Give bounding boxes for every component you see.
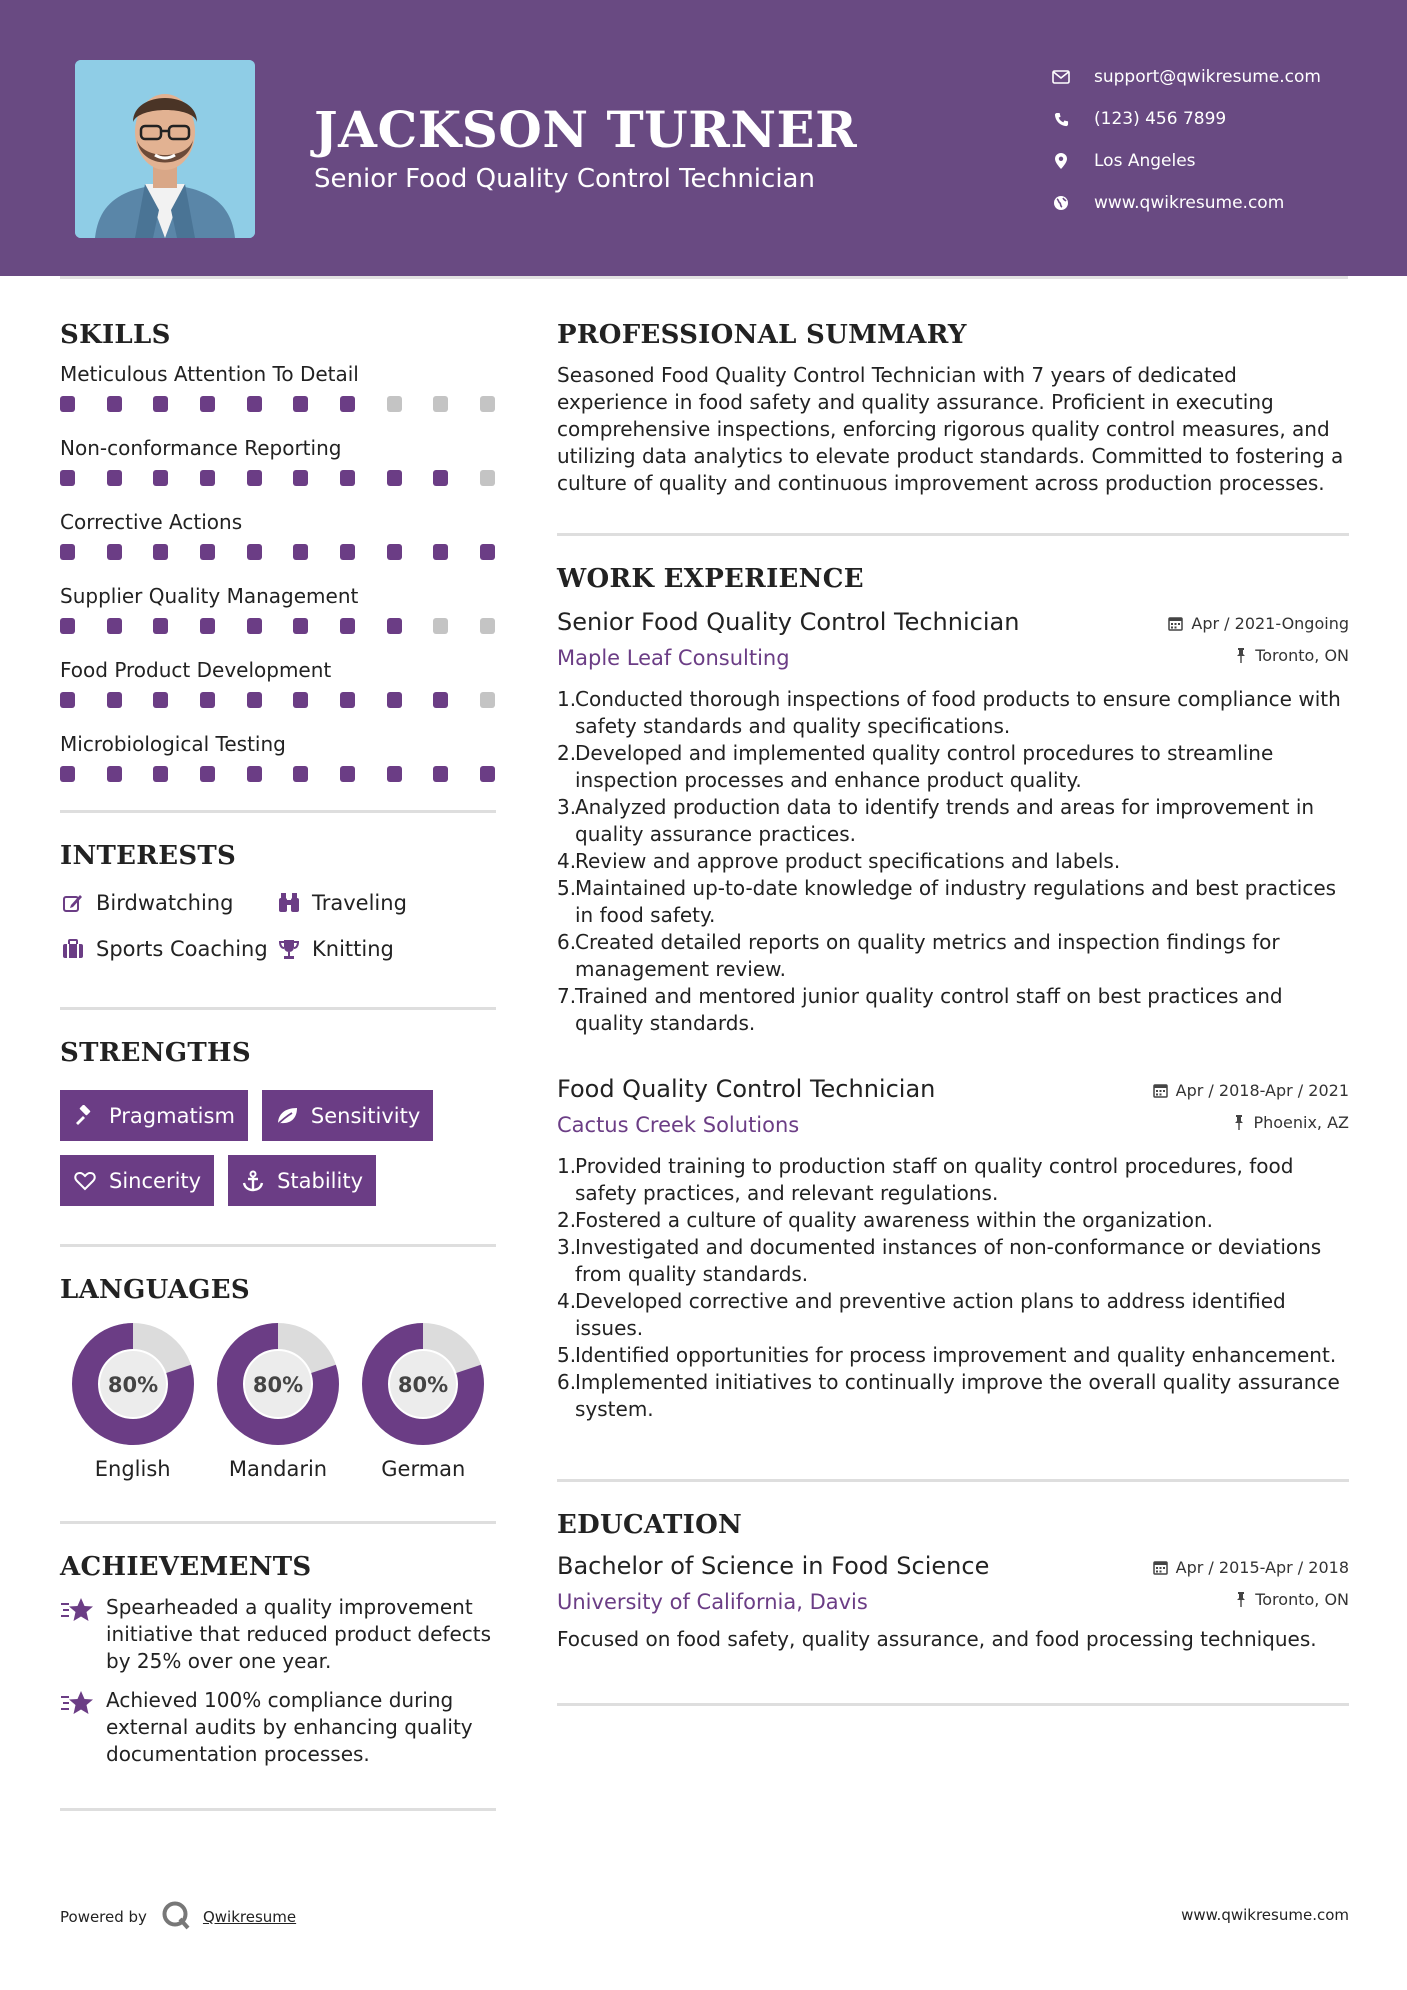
job-bullets [557,686,1349,1037]
education-description: Focused on food safety, quality assurance, and food processing techniques. [557,1627,1317,1651]
star-icon [60,1594,94,1675]
rating-dot-empty [480,618,495,634]
binoculars-icon [276,890,302,916]
languages-section [60,1275,496,1481]
rating-dot-filled [433,766,448,782]
profile-photo [75,60,255,238]
contact-email-text: support@qwikresume.com [1094,67,1321,87]
rating-dot-filled [340,544,355,560]
section-divider [557,533,1349,536]
skill-name: Food Product Development [60,658,332,682]
contact-phone-text: (123) 456 7899 [1094,109,1227,129]
candidate-name: JACKSON TURNER [314,100,858,159]
rating-dot-filled [340,766,355,782]
rating-dot-empty [480,396,495,412]
interest-label: Birdwatching [96,891,234,915]
language-ring [217,1323,339,1445]
map-pin-icon [1050,150,1072,172]
trophy-icon [276,936,302,962]
star-icon [60,1687,94,1768]
calendar-icon [1168,616,1183,631]
section-divider [557,1479,1349,1482]
interest-item [276,889,496,917]
rating-dot-filled [200,766,215,782]
language-ring [72,1323,194,1445]
strength-label: Pragmatism [109,1103,235,1128]
job-header [557,608,1349,636]
job-bullet: Analyzed production data to identify trends and areas for improvement in quality assurance practices. [575,795,1315,846]
rating-dot-filled [387,692,402,708]
company-name: Cactus Creek Solutions [557,1113,800,1137]
education-header [557,1552,1349,1580]
school-name: University of California, Davis [557,1590,868,1614]
job-bullet: Conducted thorough inspections of food products to ensure compliance with safety standards and quality specifications. [575,687,1341,738]
skill-name: Non-conformance Reporting [60,436,342,460]
job-date-text: Apr / 2021-Ongoing [1191,614,1349,633]
interest-item [60,889,276,917]
rating-dot-filled [200,618,215,634]
rating-dot-empty [387,396,402,412]
languages-title: LANGUAGES [60,1275,250,1305]
job-title: Food Quality Control Technician [557,1075,936,1103]
globe-icon [1050,192,1072,214]
rating-dot-filled [60,618,75,634]
rating-dot-filled [153,544,168,560]
interests-title: INTERESTS [60,841,237,871]
rating-dot-filled [60,544,75,560]
rating-dot-filled [247,470,262,486]
rating-dot-filled [480,544,495,560]
qwikresume-logo-icon [161,1900,191,1934]
skill-name: Meticulous Attention To Detail [60,362,359,386]
rating-dot-filled [247,396,262,412]
rating-dot-filled [433,544,448,560]
strength-label: Sensitivity [310,1103,421,1128]
rating-dot-filled [60,470,75,486]
rating-dot-filled [387,544,402,560]
experience-title: WORK EXPERIENCE [557,564,864,594]
rating-dot-filled [153,396,168,412]
achievement-text: Achieved 100% compliance during external audits by enhancing quality documentation processes. [106,1688,473,1766]
degree-name: Bachelor of Science in Food Science [557,1552,990,1580]
summary-section [557,320,1349,497]
language-item [351,1323,496,1481]
education-date [1153,1552,1349,1577]
section-divider [557,1703,1349,1706]
rating-dot-filled [293,470,308,486]
job-bullet: Fostered a culture of quality awareness within the organization. [575,1208,1213,1232]
language-percent: 80% [252,1373,304,1397]
section-divider [60,1808,496,1811]
pin-icon [1235,1592,1247,1607]
language-name: English [94,1457,171,1481]
job-bullet: Provided training to production staff on quality control procedures, food safety practices, and relevant regulations. [575,1154,1294,1205]
job-title: Senior Food Quality Control Technician [557,608,1020,636]
company-name: Maple Leaf Consulting [557,646,790,670]
rating-dot-filled [340,470,355,486]
section-divider [60,1521,496,1524]
achievement-item [60,1594,496,1675]
rating-dot-empty [480,470,495,486]
interest-label: Traveling [312,891,407,915]
experience-section [557,564,1349,1423]
rating-dot-filled [153,618,168,634]
rating-dot-filled [60,692,75,708]
phone-icon [1050,108,1072,130]
skill-rating [60,464,496,506]
languages-list [60,1323,496,1481]
job-bullet: Developed corrective and preventive action plans to address identified issues. [575,1289,1286,1340]
skill-rating [60,760,496,802]
job-bullet: Trained and mentored junior quality control staff on best practices and quality standards. [575,984,1283,1035]
interest-label: Knitting [312,937,394,961]
contact-website[interactable] [1050,182,1390,224]
anchor-icon [241,1169,265,1193]
skills-section [60,320,496,802]
education-location [1235,1590,1349,1609]
rating-dot-filled [107,766,122,782]
achievements-section [60,1552,496,1768]
rating-dot-empty [433,618,448,634]
skill-rating [60,390,496,432]
summary-text: Seasoned Food Quality Control Technician with 7 years of dedicated experience in food safety and quality assurance. Proficient in executing comprehensive inspections, enforcing rigorous quality control measures, and utilizing data analytics to elevate product standards. Committed to fostering a culture of quality and continuous improvement across production processes. [557,363,1344,495]
language-item [205,1323,350,1481]
language-name: German [381,1457,466,1481]
heart-icon [73,1169,97,1193]
rating-dot-filled [340,396,355,412]
skill-name: Microbiological Testing [60,732,286,756]
summary-title: PROFESSIONAL SUMMARY [557,320,967,350]
rating-dot-filled [387,618,402,634]
header-divider [60,276,1348,279]
briefcase-icon [60,936,86,962]
job-entry [557,1075,1349,1423]
education-title: EDUCATION [557,1510,743,1540]
achievement-item [60,1687,496,1768]
interest-item [276,935,496,963]
edit-icon [60,890,86,916]
education-location-text: Toronto, ON [1255,1590,1349,1609]
qwikresume-link[interactable]: Qwikresume [202,1908,297,1926]
job-date-text: Apr / 2018-Apr / 2021 [1175,1081,1349,1100]
rating-dot-filled [293,692,308,708]
rating-dot-filled [387,766,402,782]
skill-name: Supplier Quality Management [60,584,359,608]
strengths-section [60,1038,496,1206]
job-bullet: Maintained up-to-date knowledge of industry regulations and best practices in food safety. [575,876,1337,927]
education-subheader [557,1590,1349,1614]
rating-dot-filled [60,766,75,782]
rating-dot-filled [433,470,448,486]
rating-dot-filled [480,766,495,782]
rating-dot-filled [340,692,355,708]
resume-header [0,0,1407,276]
footer-website[interactable]: www.qwikresume.com [1181,1906,1349,1924]
contact-list [1050,56,1390,224]
rating-dot-empty [433,396,448,412]
interests-section [60,841,496,963]
contact-website-text: www.qwikresume.com [1094,193,1285,213]
rating-dot-filled [200,470,215,486]
job-bullet: Review and approve product specifications and labels. [575,849,1121,873]
rating-dot-filled [107,618,122,634]
calendar-icon [1153,1083,1168,1098]
language-percent: 80% [107,1373,158,1397]
rating-dot-empty [480,692,495,708]
rating-dot-filled [107,470,122,486]
education-date-text: Apr / 2015-Apr / 2018 [1175,1558,1349,1577]
rating-dot-filled [247,618,262,634]
interest-item [60,935,276,963]
job-bullet: Identified opportunities for process improvement and quality enhancement. [575,1343,1337,1367]
strength-badge [262,1090,433,1141]
skills-title: SKILLS [60,320,171,350]
rating-dot-filled [200,692,215,708]
candidate-title: Senior Food Quality Control Technician [314,164,815,194]
skills-list [60,358,496,802]
rating-dot-filled [107,396,122,412]
strength-label: Sincerity [109,1168,202,1193]
interests-list [60,889,496,963]
rating-dot-filled [293,618,308,634]
rating-dot-filled [293,766,308,782]
job-date [1168,608,1349,633]
rating-dot-filled [153,766,168,782]
rating-dot-filled [153,470,168,486]
job-location-text: Phoenix, AZ [1253,1113,1349,1132]
contact-phone[interactable] [1050,98,1390,140]
language-item [60,1323,205,1481]
rating-dot-filled [107,544,122,560]
strengths-list [60,1090,496,1206]
education-section [557,1510,1349,1653]
job-entry [557,608,1349,1037]
job-location [1233,1113,1349,1132]
strength-badge [228,1155,376,1206]
job-bullet: Developed and implemented quality control procedures to streamline inspection processes and enhance product quality. [575,741,1274,792]
job-subheader [557,646,1349,670]
job-bullet: Created detailed reports on quality metrics and inspection findings for management review. [575,930,1280,981]
section-divider [60,810,496,813]
gavel-icon [73,1104,97,1128]
rating-dot-filled [200,544,215,560]
rating-dot-filled [340,618,355,634]
job-header [557,1075,1349,1103]
skill-rating [60,612,496,654]
rating-dot-filled [293,544,308,560]
job-location [1235,646,1349,665]
strength-label: Stability [277,1168,364,1193]
rating-dot-filled [60,396,75,412]
contact-email[interactable] [1050,56,1390,98]
strength-badge [60,1155,214,1206]
contact-location-text: Los Angeles [1094,151,1196,171]
footer-powered-by [60,1900,296,1934]
left-column [60,320,496,1811]
skill-name: Corrective Actions [60,510,243,534]
contact-location [1050,140,1390,182]
language-name: Mandarin [228,1457,328,1481]
pin-icon [1233,1115,1245,1130]
job-date [1153,1075,1349,1100]
rating-dot-filled [247,692,262,708]
rating-dot-filled [247,766,262,782]
rating-dot-filled [247,544,262,560]
rating-dot-filled [387,470,402,486]
language-percent: 80% [398,1373,449,1397]
powered-by-text: Powered by [60,1908,147,1926]
job-bullet: Investigated and documented instances of non-conformance or deviations from quality standards. [575,1235,1322,1286]
rating-dot-filled [433,692,448,708]
rating-dot-filled [293,396,308,412]
achievements-title: ACHIEVEMENTS [60,1552,312,1582]
rating-dot-filled [200,396,215,412]
achievement-text: Spearheaded a quality improvement initiative that reduced product defects by 25% over one year. [106,1595,492,1673]
strength-badge [60,1090,248,1141]
section-divider [60,1244,496,1247]
language-ring [362,1323,484,1445]
leaf-icon [275,1104,299,1128]
skill-rating [60,686,496,728]
right-column [557,320,1349,1706]
interest-label: Sports Coaching [96,937,268,961]
rating-dot-filled [153,692,168,708]
envelope-icon [1050,66,1072,88]
pin-icon [1235,648,1247,663]
strengths-title: STRENGTHS [60,1038,251,1068]
calendar-icon [1153,1560,1168,1575]
section-divider [60,1007,496,1010]
job-location-text: Toronto, ON [1255,646,1349,665]
job-bullets [557,1153,1349,1423]
skill-rating [60,538,496,580]
job-subheader [557,1113,1349,1137]
job-bullet: Implemented initiatives to continually improve the overall quality assurance system. [575,1370,1340,1421]
rating-dot-filled [107,692,122,708]
